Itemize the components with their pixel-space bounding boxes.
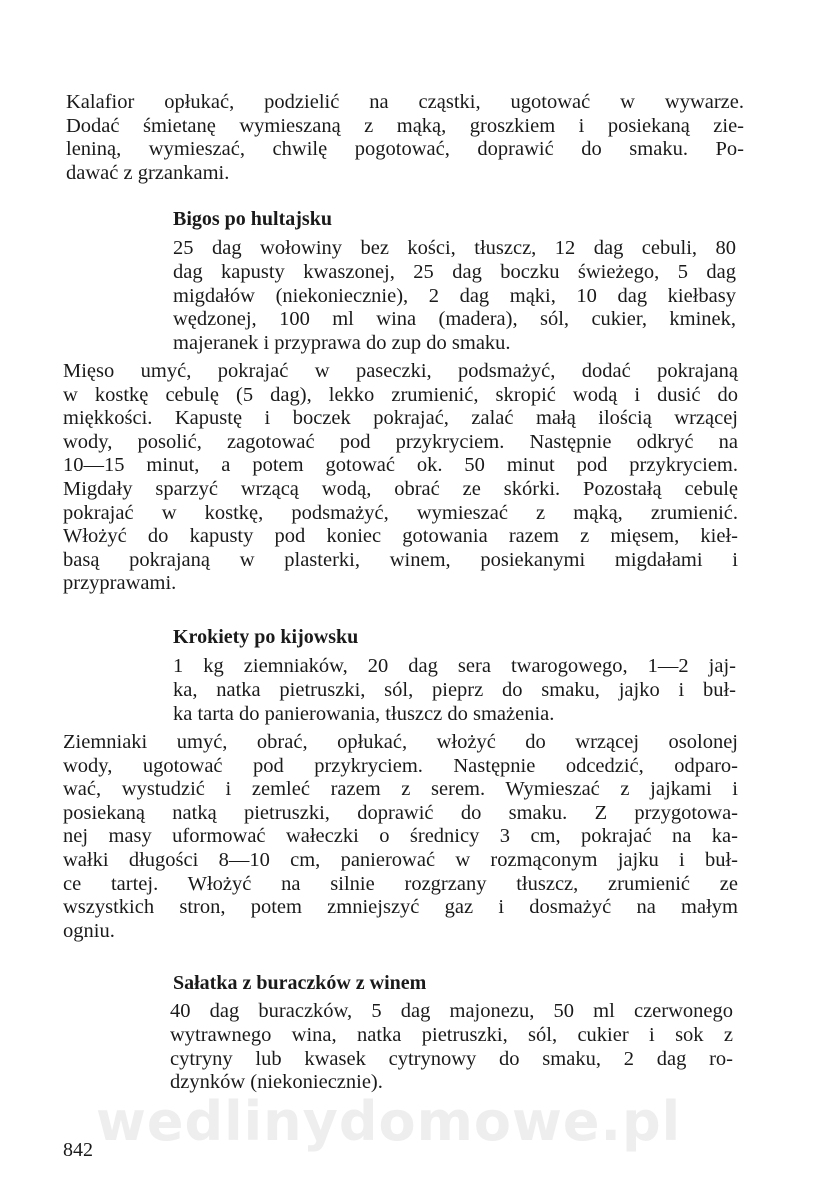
recipe-ingredients	[173, 655, 736, 726]
text-line: cytryny lub kwasek cytrynowy do smaku, 2 dag ro-	[170, 1047, 733, 1070]
text-line: wody, ugotować pod przykryciem. Następnie odcedzić, odparo-	[63, 754, 738, 777]
text-line: ce tartej. Włożyć na silnie rozgrzany tłuszcz, zrumienić ze	[63, 872, 738, 895]
text-line: Ziemniaki umyć, obrać, opłukać, włożyć do wrzącej osolonej	[63, 731, 738, 753]
text-line: Migdały sparzyć wrzącą wodą, obrać ze skórki. Pozostałą cebulę	[63, 477, 738, 500]
text-line: dawać z grzankami.	[66, 161, 230, 184]
text-line: Dodać śmietanę wymieszaną z mąką, groszkiem i posiekaną zie-	[66, 114, 744, 137]
recipe-title: Sałatka z buraczków z winem	[173, 972, 427, 994]
recipe-ingredients	[173, 237, 736, 356]
text-line: migdałów (niekoniecznie), 2 dag mąki, 10 dag kiełbasy	[173, 284, 736, 307]
text-line: ka, natka pietruszki, sól, pieprz do smaku, jajko i buł-	[173, 678, 736, 701]
text-line: ka tarta do panierowania, tłuszcz do smażenia.	[173, 702, 555, 725]
page-number: 842	[63, 1139, 93, 1161]
text-line: basą pokrajaną w plasterki, winem, posiekanymi migdałami i	[63, 548, 738, 571]
text-line: wać, wystudzić i zemleć razem z serem. Wymieszać z jajkami i	[63, 778, 738, 801]
text-line: pokrajać w kostkę, podsmażyć, wymieszać z mąką, zrumienić.	[63, 501, 738, 524]
text-line: Włożyć do kapusty pod koniec gotowania razem z mięsem, kieł-	[63, 525, 738, 548]
recipe-method	[63, 731, 738, 943]
text-line: 10—15 minut, a potem gotować ok. 50 minut pod przykryciem.	[63, 454, 738, 477]
text-line: w kostkę cebulę (5 dag), lekko zrumienić, skropić wodą i dusić do	[63, 383, 738, 406]
text-line: ogniu.	[63, 919, 115, 942]
text-line: Mięso umyć, pokrajać w paseczki, podsmażyć, dodać pokrajaną	[63, 360, 738, 382]
text-line: dag kapusty kwaszonej, 25 dag boczku świeżego, 5 dag	[173, 260, 736, 283]
text-line: wytrawnego wina, natka pietruszki, sól, cukier i sok z	[170, 1023, 733, 1046]
text-line: miękkości. Kapustę i boczek pokrajać, zalać małą ilością wrzącej	[63, 407, 738, 430]
recipe-title: Krokiety po kijowsku	[173, 626, 359, 648]
recipe-ingredients	[170, 1000, 733, 1095]
text-line: majeranek i przyprawa do zup do smaku.	[173, 332, 511, 355]
text-line: przyprawami.	[63, 572, 177, 595]
text-line: leniną, wymieszać, chwilę pogotować, doprawić do smaku. Po-	[66, 138, 744, 161]
text-line: wody, posolić, zagotować pod przykryciem. Następnie odkryć na	[63, 430, 738, 453]
watermark: wedlinydomowe.pl	[96, 1090, 682, 1153]
recipe-method	[63, 360, 738, 596]
text-line: wałki długości 8—10 cm, panierować w rozmąconym jajku i buł-	[63, 848, 738, 871]
intro-paragraph	[66, 91, 744, 185]
text-line: 40 dag buraczków, 5 dag majonezu, 50 ml czerwonego	[170, 1000, 733, 1022]
recipe-title: Bigos po hultajsku	[173, 208, 332, 230]
text-line: dzynków (niekoniecznie).	[170, 1071, 383, 1094]
text-line: Kalafior opłukać, podzielić na cząstki, ugotować w wywarze.	[66, 91, 744, 113]
text-line: 25 dag wołowiny bez kości, tłuszcz, 12 dag cebuli, 80	[173, 237, 736, 259]
text-line: wędzonej, 100 ml wina (madera), sól, cukier, kminek,	[173, 308, 736, 331]
text-line: nej masy uformować wałeczki o średnicy 3 cm, pokrajać na ka-	[63, 825, 738, 848]
text-line: 1 kg ziemniaków, 20 dag sera twarogowego, 1—2 jaj-	[173, 655, 736, 677]
text-line: posiekaną natką pietruszki, doprawić do smaku. Z przygotowa-	[63, 801, 738, 824]
text-line: wszystkich stron, potem zmniejszyć gaz i dosmażyć na małym	[63, 896, 738, 919]
